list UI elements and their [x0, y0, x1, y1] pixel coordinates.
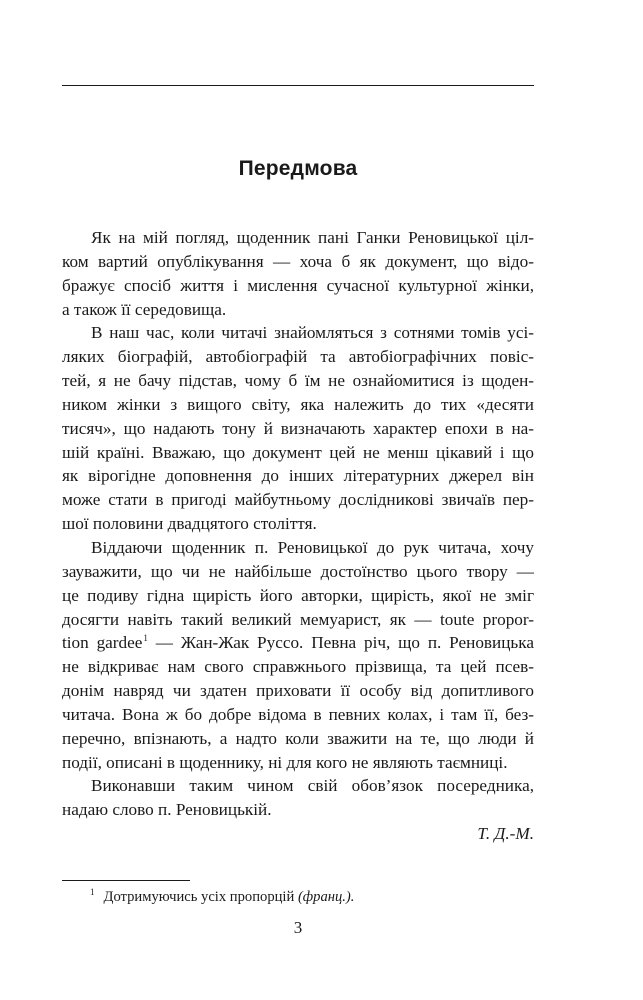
header-rule — [62, 85, 534, 86]
footnote-rule — [62, 880, 190, 881]
text-fragment: — Жан-Жак Руссо. Певна річ, що п. Реновицька — [147, 633, 534, 653]
text-line: Як на мій погляд, щоденник пані Ганки Реновицької цiл- — [91, 228, 534, 247]
page-number: 3 — [293, 918, 303, 937]
text-line: читача. Вона ж бо добре відома в певних колах, і там її, без- — [62, 704, 534, 724]
text-line: Виконавши таким чином свій обов’язок посередника, — [91, 776, 534, 796]
text-line-with-footnote — [62, 631, 534, 655]
text-fragment: tion gardee — [62, 633, 143, 653]
text-line: Віддаючи щоденник п. Реновицької до рук читача, хочу — [91, 537, 534, 557]
text-line: як вірогідне доповнення до інших літературних джерел він — [62, 466, 534, 486]
page-title: Передмова — [238, 157, 358, 180]
text-line: тей, я не бачу підстав, чому б їм не ознайомитися із щоден- — [62, 371, 534, 391]
text-line: В наш час, коли читачі знайомляться з сотнями томів усі- — [91, 323, 534, 343]
text-line: ком вартий опублікування — хоча б як документ, що відо- — [62, 251, 534, 271]
text-line: а також її середовища. — [62, 299, 227, 319]
footnote — [90, 886, 534, 908]
signature: Т. Д.-М. — [477, 824, 534, 844]
text-line: зауважити, що чи не найбільше достоїнство цього твору — — [62, 561, 534, 581]
footnote-language-note: (франц.). — [297, 889, 355, 905]
text-line: не відкриває нам свого справжнього прізвища, та цей псев- — [62, 657, 534, 677]
text-line: досягти навіть такий великий мемуарист, як — toute proрor- — [62, 609, 534, 629]
footnote-text: Дотримуючись усіх пропорцій — [103, 889, 298, 905]
text-line: ляких біографій, автобіографій та автобіографічних повіс- — [62, 347, 534, 367]
text-line: перечно, впізнають, а надто коли зважити на те, що люди й — [62, 728, 534, 748]
footnote-reference: 1 — [143, 633, 148, 644]
text-line: бражує спосіб життя і мислення сучасної культурної жінки, — [62, 275, 534, 295]
text-line: донім навряд чи здатен приховати її особу від допитливого — [62, 681, 534, 701]
main-text — [62, 226, 534, 846]
footnote-marker: 1 — [90, 887, 95, 897]
text-line: шій країні. Вважаю, що документ цей не менш цікавий і що — [62, 442, 534, 462]
text-line: може стати в пригоді майбутньому дослідникові звичаїв пер- — [62, 490, 534, 510]
text-line: надаю слово п. Реновицькій. — [62, 800, 272, 820]
text-line: шої половини двадцятого століття. — [62, 514, 317, 534]
text-line: тисяч», що надають тону й визначають характер епохи в на- — [62, 418, 534, 438]
text-line: це подиву гідна щирість його авторки, щирість, якої не зміг — [62, 585, 534, 605]
text-line: ником жінки з вищого світу, яка належить до тих «десяти — [62, 394, 534, 414]
text-line: події, описані в щоденнику, ні для кого не являють таємниці. — [62, 752, 508, 772]
